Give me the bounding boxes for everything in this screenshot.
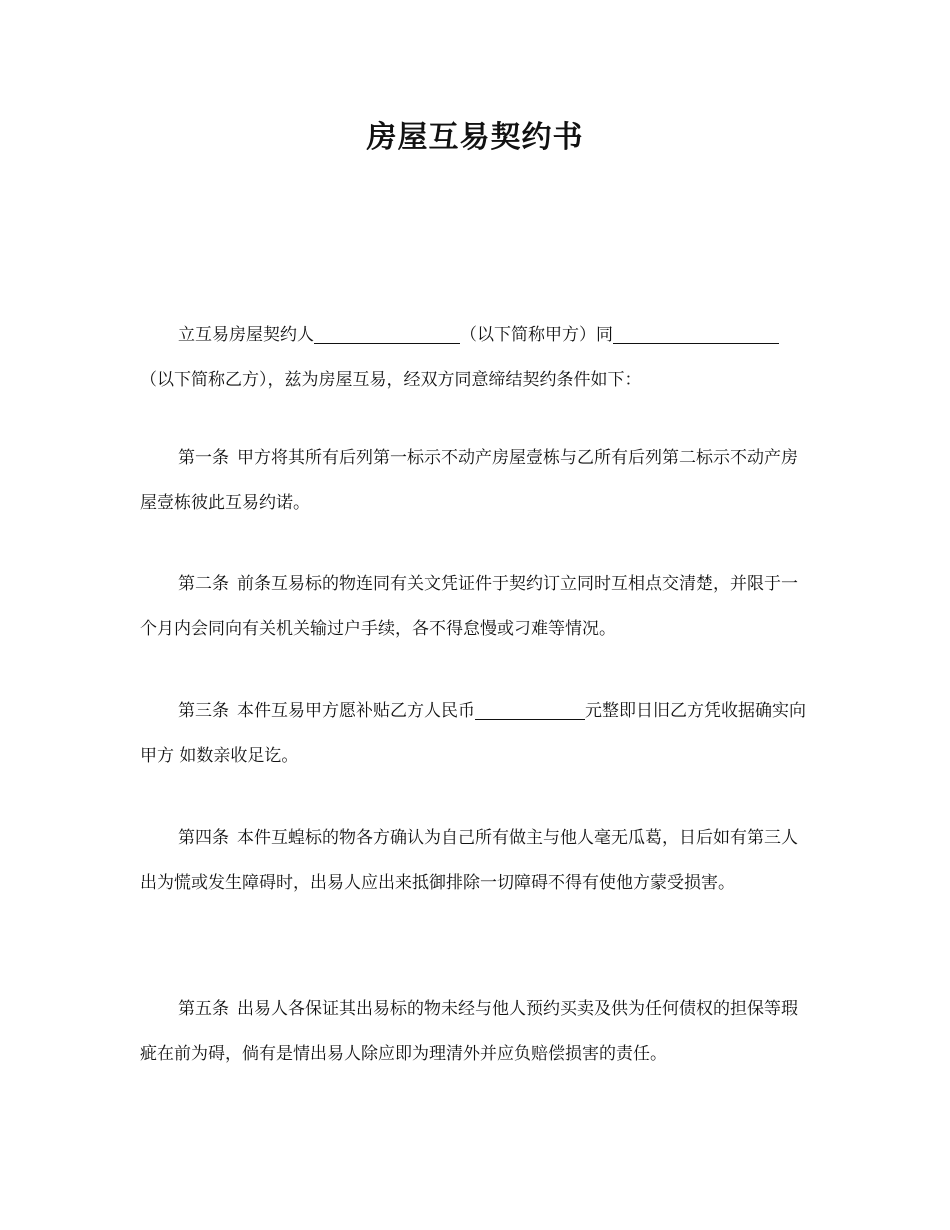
article-2-number: 第二条 [178, 574, 229, 594]
article-3 [140, 689, 810, 779]
article-5-text: 出易人各保证其出易标的物未经与他人预约买卖及供为任何债权的担保等瑕疵在前为碍，倘有是情出易人除应即为理清外并应负赔偿损害的责任。 [140, 999, 798, 1064]
article-4 [140, 816, 810, 906]
subsidy-amount-blank [475, 699, 585, 720]
document-title: 房屋互易契约书 [366, 120, 584, 155]
article-4-text: 本件互蝗标的物各方确认为自己所有做主与他人毫无瓜葛，日后如有第三人出为慌或发生障碍时，出易人应出来抵御排除一切障碍不得有使他方蒙受损害。 [140, 828, 798, 893]
article-3-text-after: 元整即日旧乙方凭收据确实向甲方 如数亲收足讫。 [140, 701, 806, 766]
article-5 [140, 987, 810, 1077]
article-1-number: 第一条 [178, 448, 229, 468]
party-b-blank [613, 323, 779, 344]
article-3-number: 第三条 [178, 701, 229, 721]
article-2 [140, 562, 810, 652]
party-a-blank [314, 323, 460, 344]
article-2-text: 前条互易标的物连同有关文凭证件于契约订立同时互相点交清楚，并限于一个月内会同向有关机关输过户手续，各不得怠慢或刁难等情况。 [140, 574, 798, 639]
article-1-text: 甲方将其所有后列第一标示不动产房屋壹栋与乙所有后列第二标示不动产房屋壹栋彼此互易约诺。 [140, 448, 798, 513]
intro-text-2: （以下简称甲方）同 [460, 325, 613, 345]
article-1 [140, 436, 810, 526]
article-4-number: 第四条 [178, 828, 229, 848]
intro-text-1: 立互易房屋契约人 [178, 325, 314, 345]
article-5-number: 第五条 [178, 999, 229, 1019]
article-3-text-before: 本件互易甲方愿补贴乙方人民币 [237, 701, 475, 721]
intro-text-3: （以下简称乙方），兹为房屋互易，经双方同意缔结契约条件如下： [140, 370, 642, 390]
intro-paragraph [140, 313, 810, 403]
